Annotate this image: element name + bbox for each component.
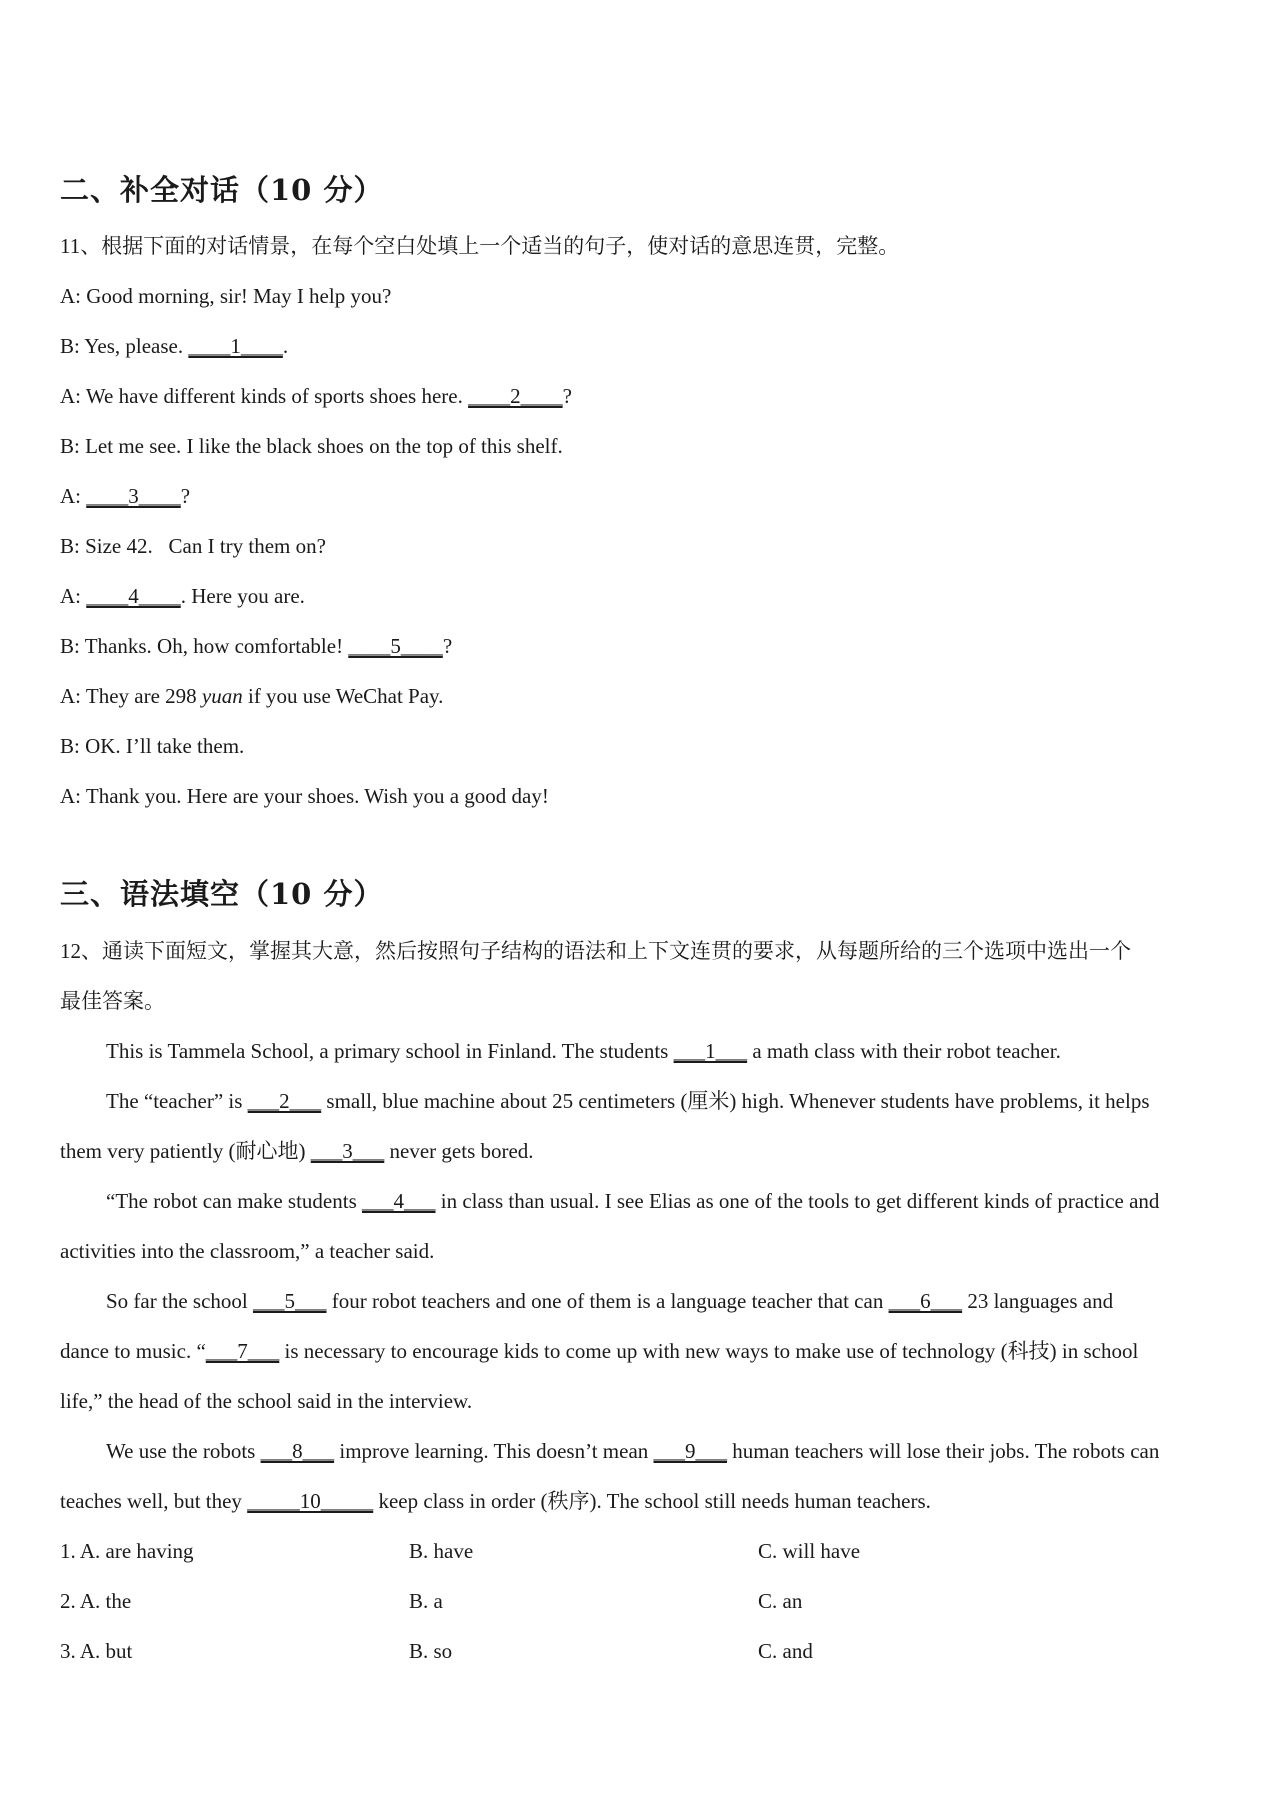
option-c: C. an	[758, 1589, 803, 1613]
dialogue-line: A: We have different kinds of sports shoes here. ____2____?	[60, 384, 572, 408]
answer-blank: ____5____	[348, 634, 443, 658]
passage-line: life,” the head of the school said in the interview.	[60, 1389, 473, 1413]
answer-blank: _____10_____	[247, 1489, 374, 1513]
dialogue-line: A: Thank you. Here are your shoes. Wish you a good day!	[60, 784, 549, 808]
answer-blank: ____1____	[188, 334, 283, 358]
dialogue-line: B: Yes, please. ____1____.	[60, 334, 289, 358]
answer-blank: ___6___	[888, 1289, 963, 1313]
answer-blank: ___2___	[247, 1089, 322, 1113]
question-12-instruction: 最佳答案。	[60, 989, 165, 1013]
dialogue-line: A: They are 298 yuan if you use WeChat Pay.	[60, 684, 444, 708]
dialogue-line: A: Good morning, sir! May I help you?	[60, 284, 392, 308]
answer-blank: ____2____	[468, 384, 563, 408]
dialogue-line: B: Thanks. Oh, how comfortable! ____5____?	[60, 634, 453, 658]
answer-blank: ___5___	[252, 1289, 327, 1313]
question-11-instruction: 11、根据下面的对话情景，在每个空白处填上一个适当的句子，使对话的意思连贯，完整。	[60, 234, 900, 258]
option-c: C. will have	[758, 1539, 861, 1563]
dialogue-line: B: Let me see. I like the black shoes on the top of this shelf.	[60, 434, 563, 458]
option-a: 1. A. are having	[60, 1539, 194, 1563]
option-a: 2. A. the	[60, 1589, 132, 1613]
option-c: C. and	[758, 1639, 813, 1663]
passage-line: The “teacher” is ___2___ small, blue machine about 25 centimeters (厘米) high. Whenever students have problems, it helps	[106, 1089, 1150, 1113]
dialogue-line: A: ____3____?	[60, 484, 191, 508]
dialogue-line: B: Size 42. Can I try them on?	[60, 534, 326, 558]
answer-blank: ____4____	[86, 584, 181, 608]
option-a: 3. A. but	[60, 1639, 133, 1663]
passage-line: dance to music. “___7___ is necessary to encourage kids to come up with new ways to make use of technology (科技) in school	[60, 1339, 1139, 1363]
passage-line: teaches well, but they _____10_____ keep class in order (秩序). The school still needs human teachers.	[60, 1489, 931, 1513]
option-b: B. have	[409, 1539, 474, 1563]
passage-line: We use the robots ___8___ improve learning. This doesn’t mean ___9___ human teachers will lose their jobs. The robots can	[106, 1439, 1160, 1463]
answer-blank: ___7___	[205, 1339, 280, 1363]
dialogue-line: A: ____4____. Here you are.	[60, 584, 305, 608]
option-b: B. so	[409, 1639, 453, 1663]
passage-line: activities into the classroom,” a teacher said.	[60, 1239, 435, 1263]
answer-blank: ___1___	[673, 1039, 748, 1063]
answer-blank: ___3___	[310, 1139, 385, 1163]
option-b: B. a	[409, 1589, 443, 1613]
answer-blank: ___9___	[653, 1439, 728, 1463]
passage-line: them very patiently (耐心地) ___3___ never gets bored.	[60, 1139, 534, 1163]
passage-line: This is Tammela School, a primary school in Finland. The students ___1___ a math class with their robot teacher.	[106, 1039, 1061, 1063]
section-3-heading: 三、语法填空（10 分）	[60, 877, 384, 911]
answer-blank: ___8___	[260, 1439, 335, 1463]
question-12-instruction: 12、通读下面短文，掌握其大意，然后按照句子结构的语法和上下文连贯的要求，从每题所给的三个选项中选出一个	[60, 939, 1131, 963]
answer-blank: ____3____	[86, 484, 181, 508]
answer-blank: ___4___	[362, 1189, 436, 1213]
passage-line: So far the school ___5___ four robot teachers and one of them is a language teacher that can ___6___ 23 languages and	[106, 1289, 1114, 1313]
passage-line: “The robot can make students ___4___ in class than usual. I see Elias as one of the tools to get different kinds of practice and	[106, 1189, 1160, 1213]
section-2-heading: 二、补全对话（10 分）	[60, 173, 384, 207]
dialogue-line: B: OK. I’ll take them.	[60, 734, 245, 758]
